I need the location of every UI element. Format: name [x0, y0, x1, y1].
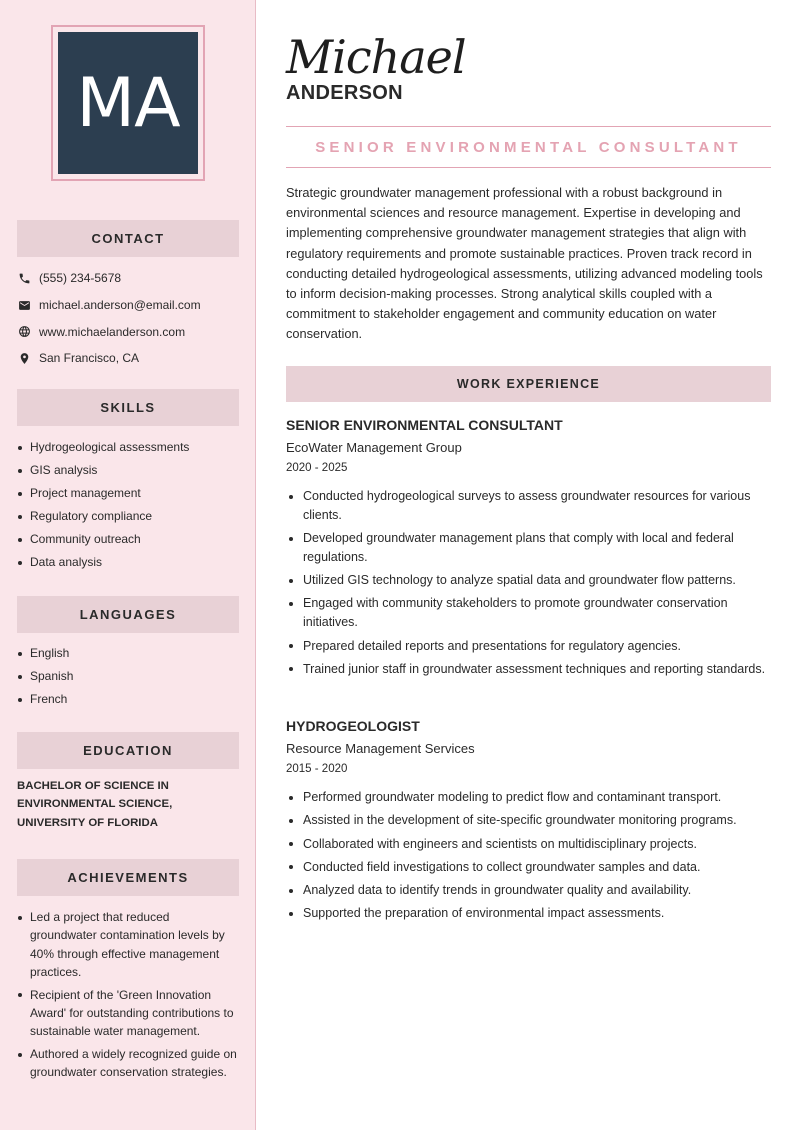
first-name: Michael: [286, 30, 466, 84]
education-degree: BACHELOR OF SCIENCE IN ENVIRONMENTAL SCIENCE, UNIVERSITY OF FLORIDA: [17, 780, 173, 829]
list-item: Collaborated with engineers and scientists on multidisciplinary projects.: [286, 835, 771, 854]
list-item: GIS analysis: [17, 461, 239, 479]
phone-icon: [17, 271, 31, 285]
list-item: Data analysis: [17, 553, 239, 571]
achievements-list: [17, 908, 239, 1086]
list-item: Authored a widely recognized guide on groundwater conservation strategies.: [17, 1045, 239, 1082]
job-title: SENIOR ENVIRONMENTAL CONSULTANT: [286, 417, 563, 433]
job-entry: [286, 417, 771, 683]
contact-phone: [17, 265, 247, 292]
job-bullets: [286, 487, 771, 679]
list-item: Analyzed data to identify trends in groundwater quality and availability.: [286, 881, 771, 900]
globe-icon: [17, 325, 31, 339]
email-text[interactable]: michael.anderson@email.com: [39, 298, 201, 313]
list-item: Hydrogeological assessments: [17, 438, 239, 456]
contact-email[interactable]: [17, 292, 247, 319]
list-item: Assisted in the development of site-specific groundwater monitoring programs.: [286, 811, 771, 830]
mail-icon: [17, 298, 31, 312]
skills-heading: SKILLS: [17, 389, 239, 426]
list-item: Spanish: [17, 667, 239, 685]
phone-text: (555) 234-5678: [39, 271, 122, 286]
job-title-banner: SENIOR ENVIRONMENTAL CONSULTANT: [286, 126, 771, 168]
list-item: Supported the preparation of environmental impact assessments.: [286, 904, 771, 923]
skills-list: [17, 438, 239, 577]
job-dates: 2015 - 2020: [286, 763, 348, 775]
list-item: Performed groundwater modeling to predict flow and contaminant transport.: [286, 788, 771, 807]
job-title: HYDROGEOLOGIST: [286, 718, 420, 734]
list-item: Engaged with community stakeholders to promote groundwater conservation initiatives.: [286, 594, 771, 632]
languages-list: [17, 644, 239, 713]
languages-heading: LANGUAGES: [17, 596, 239, 633]
monogram: MA: [58, 32, 198, 174]
monogram-frame: [51, 25, 205, 181]
summary: Strategic groundwater management professional with a robust background in environmental sciences and resource management. Expertise in developing and implementing comprehensive groundwater management strategies that align with regulatory requirements and promote sustainable practices. Proven track record in conducting detailed hydrogeological assessments, utilizing advanced modeling tools to inform decision-making processes. Strong analytical skills coupled with a commitment to stakeholder engagement and community education on water conservation.: [286, 185, 763, 342]
list-item: French: [17, 690, 239, 708]
website-text[interactable]: www.michaelanderson.com: [39, 324, 186, 339]
list-item: Trained junior staff in groundwater assessment techniques and reporting standards.: [286, 660, 771, 679]
list-item: Conducted field investigations to collect groundwater samples and data.: [286, 858, 771, 877]
list-item: Regulatory compliance: [17, 507, 239, 525]
sidebar: [0, 0, 256, 1130]
list-item: Utilized GIS technology to analyze spatial data and groundwater flow patterns.: [286, 571, 771, 590]
last-name: ANDERSON: [286, 82, 403, 104]
contact-list: [17, 265, 247, 372]
job-company: EcoWater Management Group: [286, 440, 462, 455]
contact-heading: CONTACT: [17, 220, 239, 257]
job-dates: 2020 - 2025: [286, 462, 348, 474]
list-item: Led a project that reduced groundwater contamination levels by 40% through effective management practices.: [17, 908, 239, 981]
list-item: Developed groundwater management plans that comply with local and federal regulations.: [286, 529, 771, 567]
location-text: San Francisco, CA: [39, 351, 140, 366]
list-item: Recipient of the 'Green Innovation Award' for outstanding contributions to sustainable water management.: [17, 986, 239, 1041]
list-item: Community outreach: [17, 530, 239, 548]
job-entry: [286, 718, 771, 928]
list-item: Prepared detailed reports and presentations for regulatory agencies.: [286, 637, 771, 656]
contact-location: [17, 345, 247, 372]
achievements-heading: ACHIEVEMENTS: [17, 859, 239, 896]
job-bullets: [286, 788, 771, 923]
list-item: English: [17, 644, 239, 662]
work-experience-heading: WORK EXPERIENCE: [286, 366, 771, 402]
list-item: Conducted hydrogeological surveys to assess groundwater resources for various clients.: [286, 487, 771, 525]
main-content: [256, 0, 800, 1130]
list-item: Project management: [17, 484, 239, 502]
job-company: Resource Management Services: [286, 741, 475, 756]
location-pin-icon: [17, 351, 31, 365]
contact-website[interactable]: [17, 318, 247, 345]
education-heading: EDUCATION: [17, 732, 239, 769]
